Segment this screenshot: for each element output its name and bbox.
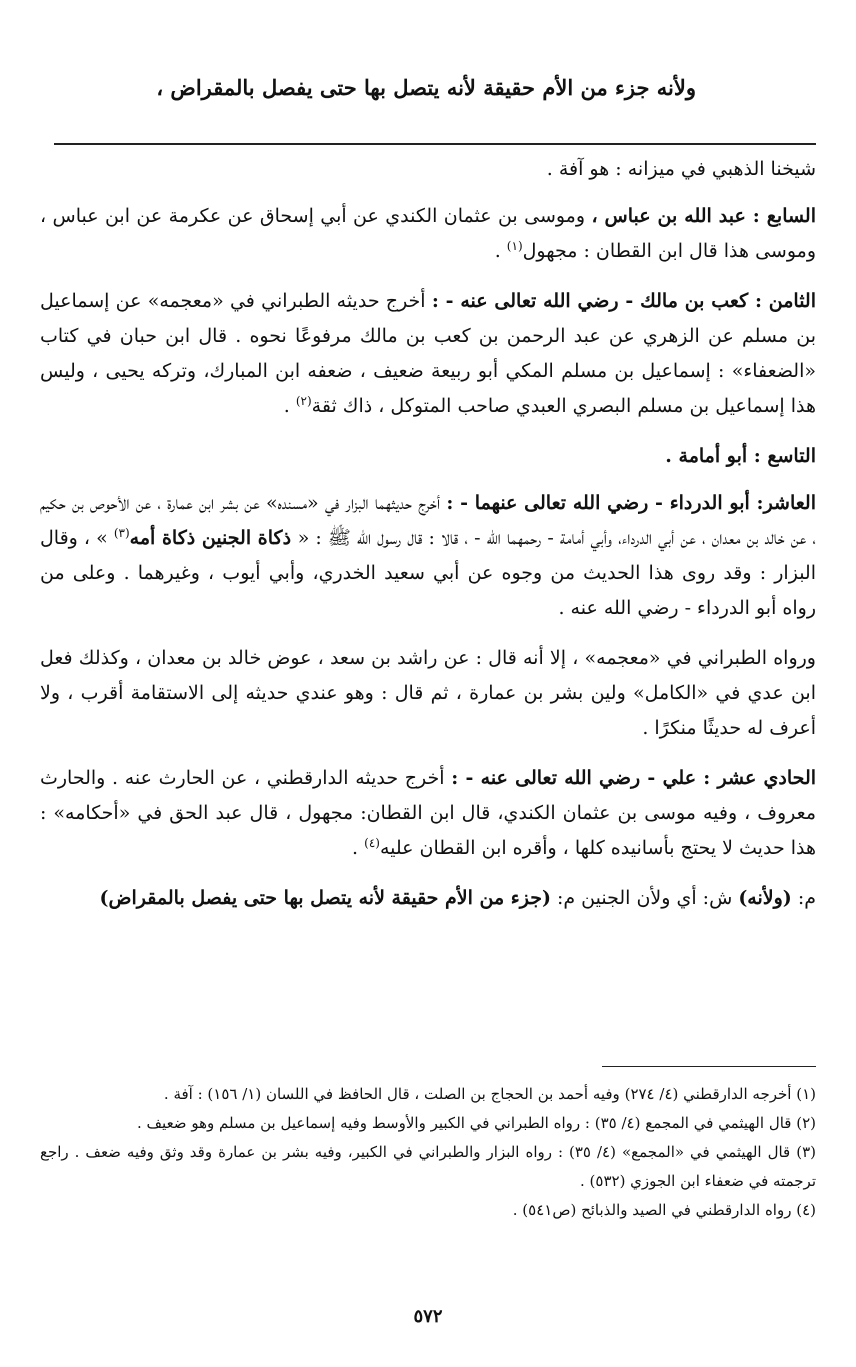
main-text	[40, 152, 816, 931]
footnote-4: (٤) رواه الدارقطني في الصيد والذبائح (ص٥٤١) .	[512, 1201, 816, 1219]
paragraph-2	[40, 199, 816, 269]
page-number: ٥٧٢	[413, 1306, 443, 1327]
paragraph-6: ورواه الطبراني في «معجمه» ، إلا أنه قال : عن راشد بن سعد ، عوض خالد بن معدان ، وكذلك فعل ابن عدي في «الكامل» ولين بشر بن عمارة ، ثم قال : وهو عندي حديثه إلى الاستقامة أقرب ، ولا أعرف له حديثًا منكرًا .	[40, 647, 816, 739]
running-header: ولأنه جزء من الأم حقيقة لأنه يتصل بها حتى يفصل بالمقراض ،	[156, 75, 696, 100]
footnote-3: (٣) قال الهيثمي في «المجمع» (٤/ ٣٥) : رواه البزار والطبراني في الكبير، وفيه بشر بن عمارة وقد وثق وفيه ضعف . راجع ترجمته في ضعفاء ابن الجوزي (٥٣٢) .	[40, 1143, 816, 1190]
sharh-text: ش: أي ولأن الجنين م:	[550, 887, 739, 909]
paragraph-3-text: أخرج حديثه الطبراني في «معجمه» عن إسماعيل بن مسلم عن الزهري عن عبد الرحمن بن كعب بن مالك مرفوعًا نحوه . قال ابن حبان في كتاب «الضعفاء» : إسماعيل بن مسلم المكي أبو ربيعة ضعيف ، ضعفه ابن المبارك، وتركه يحيى ، وليس هذا إسماعيل بن مسلم البصري العبدي صاحب المتوكل ، ذاك ثقة	[40, 290, 816, 417]
footnote-ref-4[interactable]: (٤)	[364, 836, 380, 850]
paragraph-5	[40, 486, 816, 626]
section-heading-seventh: السابع : عبد الله بن عباس ،	[591, 205, 816, 227]
section-heading-eleventh: الحادي عشر : علي - رضي الله تعالى عنه - :	[451, 767, 817, 789]
matn-quote: (جزء من الأم حقيقة لأنه يتصل بها حتى يفصل بالمقراض)	[99, 887, 551, 909]
paragraph-1: شيخنا الذهبي في ميزانه : هو آفة .	[546, 158, 816, 180]
paragraph-2-text: وموسى بن عثمان الكندي عن أبي إسحاق عن عكرمة عن ابن عباس ، وموسى هذا قال ابن القطان : مجهول	[40, 205, 816, 262]
paragraph-4	[40, 439, 816, 474]
footnote-divider	[602, 1066, 816, 1067]
paragraph-5-text-a: أخرج حديثهما البزار في «مسنده» عن بشر ابن عمارة ، عن الأحوص بن حكيم ، عن خالد بن معدان ، عن أبي الدرداء، وأبي أمامة - رحمهما الله - ، قالا : قال رسول الله ﷺ : «	[40, 492, 816, 549]
matn-marker: م:	[791, 887, 816, 909]
header-divider	[54, 143, 816, 145]
footnote-ref-2[interactable]: (٢)	[295, 394, 312, 408]
section-heading-tenth: العاشر: أبو الدرداء - رضي الله تعالى عنهما - :	[446, 492, 816, 514]
paragraph-7-text: أخرج حديثه الدارقطني ، عن الحارث عنه . والحارث معروف ، وفيه موسى بن عثمان الكندي، قال ابن القطان: مجهول ، قال عبد الحق في «أحكامه» : هذا حديث لا يحتج بأسانيده كلها ، وأقره ابن القطان عليه	[40, 767, 816, 859]
paragraph-3	[40, 284, 816, 424]
paragraph-7	[40, 761, 816, 866]
footnote-1: (١) أخرجه الدارقطني (٤/ ٢٧٤) وفيه أحمد بن الحجاج بن الصلت ، قال الحافظ في اللسان (١/ ١٥٦) : آفة .	[163, 1085, 816, 1103]
footnote-ref-1[interactable]: (١)	[506, 239, 523, 253]
footnote-ref-3[interactable]: (٣)	[113, 526, 130, 540]
section-heading-ninth: التاسع : أبو أمامة .	[665, 445, 816, 467]
matn-term: (ولأنه)	[738, 887, 792, 909]
paragraph-8	[40, 881, 816, 916]
paragraph-2-end: .	[494, 240, 507, 262]
paragraph-5-text-b: » ، وقال البزار : وقد روى هذا الحديث من وجوه عن أبي سعيد الخدري، وأبي أيوب ، وغيرهما . وعلى من رواه أبو الدرداء - رضي الله عنه .	[40, 527, 816, 619]
hadith-quote: ذكاة الجنين ذكاة أمه	[129, 527, 298, 549]
section-heading-eighth: الثامن : كعب بن مالك - رضي الله تعالى عنه - :	[431, 290, 816, 312]
footnote-2: (٢) قال الهيثمي في المجمع (٤/ ٣٥) : رواه الطبراني في الكبير والأوسط وفيه إسماعيل بن مسلم وهو ضعيف .	[136, 1114, 816, 1132]
footnotes	[40, 1080, 816, 1225]
paragraph-3-end: .	[283, 395, 296, 417]
paragraph-7-end: .	[352, 837, 365, 859]
